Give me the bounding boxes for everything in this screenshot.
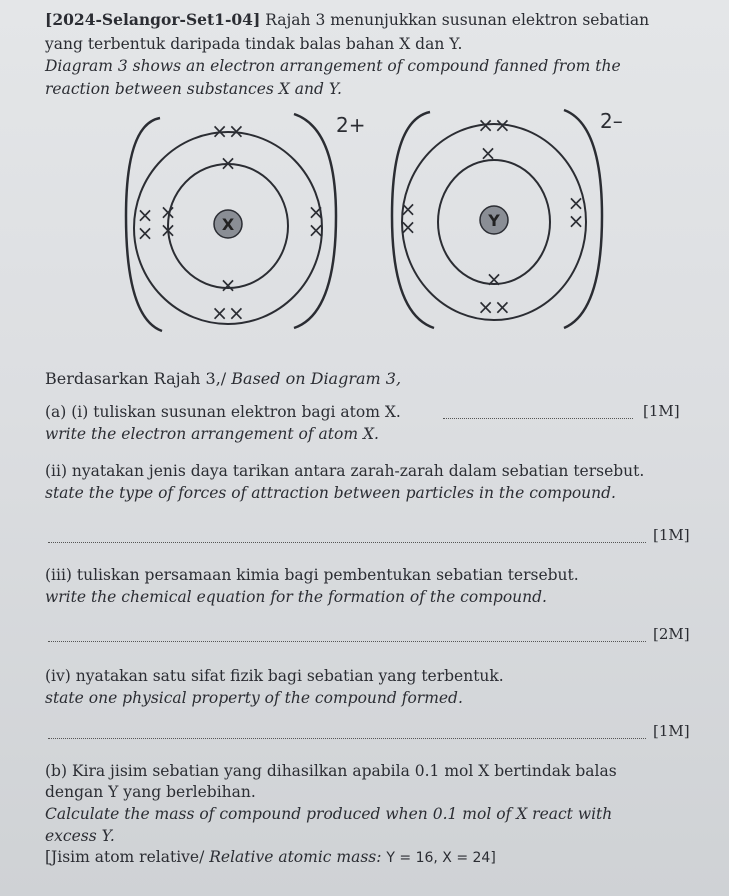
electron-pair-left-2: × [136, 221, 154, 245]
electron-inner-right-2: × [307, 218, 325, 242]
intro-ms: Berdasarkan Rajah 3,/ [45, 369, 227, 388]
answer-line-aiii[interactable] [48, 641, 646, 642]
electron-inner-bottom-y: × [485, 267, 503, 291]
electron-pair-top-y: ×× [477, 113, 511, 137]
ion-diagram-x [118, 106, 368, 346]
qaiii-ms: (iii) tuliskan persamaan kimia bagi pembentukan sebatian tersebut. [45, 566, 579, 584]
electron-pair-bottom-y: ×× [477, 295, 511, 319]
electron-inner-bottom: × [219, 273, 237, 297]
qb-ms-2: dengan Y yang berlebihan. [45, 783, 256, 801]
qai-en: write the electron arrangement of atom X. [45, 425, 379, 443]
electron-inner-left-2: × [159, 218, 177, 242]
qaii-en: state the type of forces of attraction between particles in the compound. [45, 484, 616, 502]
electron-inner-top: × [219, 151, 237, 175]
qaiv-en: state one physical property of the compound formed. [45, 689, 463, 707]
qb-en-2: excess Y. [45, 827, 115, 845]
electron-pair-bottom: ×× [211, 301, 245, 325]
mark-ai: [1M] [643, 402, 680, 420]
electron-inner-right: × [307, 200, 325, 224]
header-en-1: Diagram 3 shows an electron arrangement of compound fanned from the [45, 57, 621, 75]
qb-en-1: Calculate the mass of compound produced when 0.1 mol of X react with [45, 805, 613, 823]
ram-en: Relative atomic mass: [209, 848, 382, 866]
electron-right-y-2: × [567, 209, 585, 233]
electron-left-y-1: × [399, 197, 417, 221]
qb-ram [45, 848, 496, 866]
charge-x: 2+ [336, 113, 366, 137]
electron-left-y-2: × [399, 215, 417, 239]
qai-ms: (a) (i) tuliskan susunan elektron bagi atom X. [45, 403, 401, 421]
header-ms-2: yang terbentuk daripada tindak balas bahan X dan Y. [45, 35, 463, 53]
electron-pair-top: ×× [211, 119, 245, 143]
intro-en: Based on Diagram 3, [231, 369, 402, 388]
nucleus-y-label: Y [488, 211, 500, 230]
intro-line [45, 369, 401, 388]
ram-values: Y = 16, X = 24] [386, 850, 496, 866]
ion-diagram-y [388, 100, 638, 340]
qb-ms-1: (b) Kira jisim sebatian yang dihasilkan apabila 0.1 mol X bertindak balas [45, 762, 617, 780]
mark-aiii: [2M] [653, 625, 690, 643]
qaiv-ms: (iv) nyatakan satu sifat fizik bagi sebatian yang terbentuk. [45, 667, 504, 685]
answer-line-ai[interactable] [443, 418, 633, 419]
header-en-2: reaction between substances X and Y. [45, 80, 342, 98]
electron-inner-top-y: × [479, 141, 497, 165]
electron-right-y-1: × [567, 191, 585, 215]
electron-pair-left: × [136, 203, 154, 227]
question-tag: [2024-Selangor-Set1-04] [45, 10, 261, 29]
charge-y: 2– [600, 109, 623, 133]
nucleus-x-label: X [221, 215, 235, 234]
header-line-1 [45, 10, 649, 29]
mark-aiv: [1M] [653, 722, 690, 740]
mark-aii: [1M] [653, 526, 690, 544]
header-ms-1: Rajah 3 menunjukkan susunan elektron sebatian [265, 11, 650, 29]
answer-line-aii[interactable] [48, 542, 646, 543]
ram-ms: [Jisim atom relative/ [45, 848, 205, 866]
qaiii-en: write the chemical equation for the formation of the compound. [45, 588, 547, 606]
electron-inner-left: × [159, 200, 177, 224]
answer-line-aiv[interactable] [48, 738, 646, 739]
qaii-ms: (ii) nyatakan jenis daya tarikan antara zarah-zarah dalam sebatian tersebut. [45, 462, 645, 480]
